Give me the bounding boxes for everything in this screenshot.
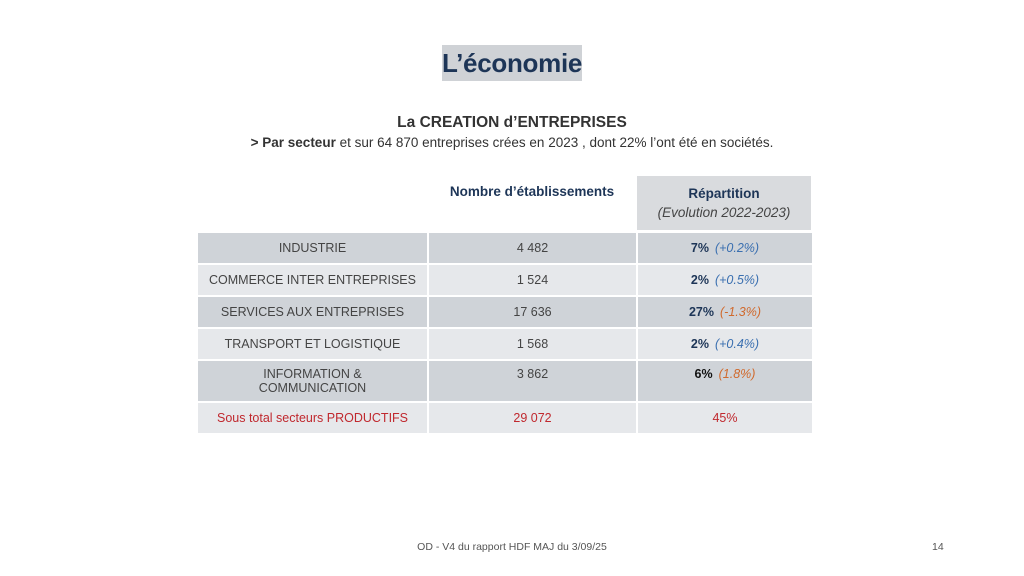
table-row bbox=[198, 297, 812, 327]
subheading-text: et sur 64 870 entreprises crées en 2023 , dont 22% l’ont été en sociétés. bbox=[335, 135, 774, 150]
evolution-value: (-1.3%) bbox=[720, 305, 761, 319]
count-cell: 1 524 bbox=[429, 265, 636, 295]
column-header-distribution-label: Répartition bbox=[688, 186, 760, 201]
evolution-value: (+0.5%) bbox=[714, 273, 760, 287]
section-heading: La CREATION d’ENTREPRISES bbox=[397, 114, 627, 131]
evolution-value: (+0.2%) bbox=[714, 241, 760, 255]
pct-value: 6% bbox=[694, 367, 713, 381]
table-row bbox=[198, 361, 812, 401]
column-header-distribution bbox=[637, 176, 811, 230]
section-subheading bbox=[0, 135, 1024, 150]
count-cell: 3 862 bbox=[429, 361, 636, 401]
count-cell: 4 482 bbox=[429, 233, 636, 263]
pct-value: 27% bbox=[688, 305, 715, 319]
count-cell: 17 636 bbox=[429, 297, 636, 327]
total-count-cell: 29 072 bbox=[429, 403, 636, 433]
distribution-cell bbox=[638, 297, 812, 327]
column-header-count: Nombre d’établissements bbox=[449, 184, 615, 199]
sector-cell: INDUSTRIE bbox=[198, 233, 427, 263]
distribution-cell bbox=[638, 265, 812, 295]
distribution-cell bbox=[638, 361, 812, 401]
column-header-distribution-sub: (Evolution 2022-2023) bbox=[657, 205, 791, 220]
table-row bbox=[198, 265, 812, 295]
footer-text: OD - V4 du rapport HDF MAJ du 3/09/25 bbox=[417, 541, 607, 553]
evolution-value: (1.8%) bbox=[718, 367, 756, 381]
sector-cell: SERVICES AUX ENTREPRISES bbox=[198, 297, 427, 327]
pct-value: 2% bbox=[690, 273, 709, 287]
total-sector-cell: Sous total secteurs PRODUCTIFS bbox=[198, 403, 427, 433]
distribution-cell bbox=[638, 233, 812, 263]
evolution-value: (+0.4%) bbox=[714, 337, 760, 351]
total-pct-cell: 45% bbox=[638, 403, 812, 433]
slide-title: L’économie bbox=[442, 45, 582, 81]
pct-value: 7% bbox=[690, 241, 709, 255]
sector-cell: INFORMATION & COMMUNICATION bbox=[198, 361, 427, 401]
pct-value: 2% bbox=[690, 337, 709, 351]
page-number: 14 bbox=[932, 541, 944, 553]
distribution-cell bbox=[638, 329, 812, 359]
sector-table bbox=[198, 233, 812, 435]
table-row-total bbox=[198, 403, 812, 433]
sector-cell: TRANSPORT ET LOGISTIQUE bbox=[198, 329, 427, 359]
count-cell: 1 568 bbox=[429, 329, 636, 359]
table-row bbox=[198, 329, 812, 359]
sector-cell: COMMERCE INTER ENTREPRISES bbox=[198, 265, 427, 295]
subheading-bold: > Par secteur bbox=[250, 135, 336, 150]
table-row bbox=[198, 233, 812, 263]
